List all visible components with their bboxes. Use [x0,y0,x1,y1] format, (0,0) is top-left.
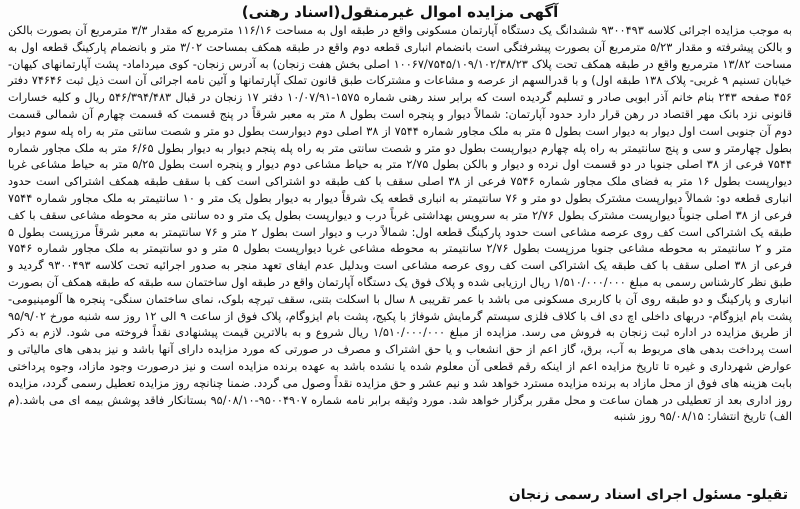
notice-body [8,23,792,426]
notice-signature: تقیلو- مسئول اجرای اسناد رسمی زنجان [508,487,788,503]
notice-body-text: به موجب مزایده اجرائی کلاسه ۹۳۰۰۴۹۳ ششدانگ یک دستگاه آپارتمان مسکونی واقع در طبقه اول به مساحت ۱۱۶/۱۶ مترمربع که مقدار ۳/۳ مترمربع آن بصورت بالکن و بالکن پیشرفته و مقدار ۵/۲۳ مترمربع آن بصورت پیشرفتگی است بانضمام انباری قطعه دوم واقع در طبقه همکف بمساحت ۳/۰۲ متر و بانضمام پارکینگ قطعه اول به مساحت ۱۳/۸۲ مترمربع واقع در طبقه همکف تحت پلاک ۱۰۰۶۷/۷۵۴۵/۱۰۹/۱۰۲/۳۸/۲۳ اصلی بخش هفت زنجان) به آدرس زنجان- کوی میرداماد- پشت آپارتمانهای کیهان- خیابان تسنیم ۹ غربی- پلاک ۱۳۸ طبقه اول) و با قدرالسهم از عرصه و مشاعات و مشترکات طبق قانون تملک آپارتمانها و آئین نامه اجرائی آن است ذیل ثبت ۷۴۶۴۶ دفتر ۴۵۶ صفحه ۲۴۳ بنام خانم آذر ابوبی صادر و تسلیم گردیده است که برابر سند رهنی شماره ۱۵۷۵-۱۰/۰۷/۹۱ دفتر ۱۷ زنجان در قبال ۵۴۶/۳۹۴/۴۸۳ ریال و کلیه خسارات قانونی نزد بانک مهر اقتصاد در رهن قرار دارد حدود آپارتمان: شمالاً دیوار و پنجره است بطول ۸ متر به معبر شرقاً در پنج قسمت که قسمت چهارم آن شمالی قسمت دوم آن جنوبی است اول دیوار به دیوار است بطول ۵ متر به ملک مجاور شماره ۷۵۴۴ از ۳۸ اصلی دوم دیوارست بطول دو متر و شصت سانتی متر به راه پله سوم دیوار بطول چهارمتر و سی و پنج سانتیمتر به راه پله چهارم دیوارپست بطول دو متر و شصت سانتی متر به راه پله پنجم دیوار به دیوار بطول ۶/۶۵ متر به ملک مجاور شماره ۷۵۴۴ فرعی از ۳۸ اصلی جنوبا در دو قسمت اول نرده و دیوار و بالکن بطول ۲/۷۵ متر به حیاط مشاعی دوم دیوار و پنجره است بطول ۵/۲۵ متر به حیاط مشاعی غربا دیوارپست بطول ۱۶ متر به فضای ملک مجاور شماره ۷۵۴۶ فرعی از ۳۸ اصلی سقف با کف طبقه دو اشتراکی است کف با سقف طبقه همکف اشتراکی است حدود انباری قطعه دو: شمالاً دیوارپست مشترک بطول دو متر و ۷۶ سانتیمتر به انباری قطعه یک شرقاً دیوار به دیوار بطول یک متر و ۱۰ سانتیمتر به ملک مجاور شماره ۷۵۴۴ فرعی از ۳۸ اصلی جنوباً دیوارپست مشترک بطول ۲/۷۶ متر به سرویس بهداشتی غرباً درب و دیوارپست بطول یک متر و ده سانتی متر به محوطه مشاعی سقف با کف طبقه یک اشتراکی است کف روی عرصه مشاعی است حدود پارکینگ قطعه اول: شمالاً درب و دیوار است بطول ۲ متر و ۷۶ سانتیمتر به معبر شرقاً مرزپست بطول ۵ متر و ۲ سانتیمتر به محوطه مشاعی جنوبا مرزپست بطول ۲/۷۶ سانتیمتر به محوطه مشاعی غربا دیوارپست بطول ۵ متر و دو سانتیمتر به ملک مجاور شماره ۷۵۴۶ فرعی از ۳۸ اصلی سقف با کف طبقه یک اشتراکی است کف روی عرصه مشاعی است وبدلیل عدم ایفای تعهد منجر به صدور اجرائیه تحت کلاسه ۹۳۰۰۴۹۳ گردید و طبق نظر کارشناس رسمی به مبلغ ۱/۵۱۰/۰۰۰/۰۰۰ ریال ارزیابی شده و پلاک فوق یک دستگاه آپارتمان واقع در طبقه اول ساختمان سه طبقه که طبقه همکف آن بصورت انباری و پارکینگ و دو طبقه روی آن با کاربری مسکونی می باشد با عمر تقریبی ۸ سال با اسکلت بتنی، سقف تیرچه بلوک، نمای ساختمان سنگی- پنجره ها آلومینیومی- پشت بام ایزوگام- دربهای داخلی اچ دی اف با کلاف فلزی سیستم گرمایش شوفاژ با پکیج، پشت بام ایزوگام، پلاک فوق از ساعت ۹ الی ۱۲ روز سه شنبه مورخ ۹۵/۹/۰۲ از طریق مزایده در اداره ثبت زنجان به فروش می رسد. مزایده از مبلغ ۱/۵۱۰/۰۰۰/۰۰۰ ریال شروع و به بالاترین قیمت پیشنهادی نقداً فروخته می شود. لازم به ذکر است پرداخت بدهی های مربوط به آب، برق، گاز اعم از حق انشعاب و یا حق اشتراک و مصرف در صورتی که مورد مزایده دارای آنها باشد و نیز بدهی های مالیاتی و عوارض شهرداری و غیره تا تاریخ مزایده اعم از اینکه رقم قطعی آن معلوم شده یا نشده باشد به عهده برنده مزایده است و نیز درصورت وجود مازاد، وجوه پرداختی بابت هزینه های فوق از محل مازاد به برنده مزایده مسترد خواهد شد و نیم عشر و حق مزایده نقداً وصول می گردد. ضمنا چنانچه روز مزایده تعطیل رسمی گردد، مزایده روز اداری بعد از تعطیلی در همان ساعت و محل مقرر برگزار خواهد شد. مورد وثیقه برابر نامه شماره ۹۵۰۰۴۹۰۷-۹۵/۰۸/۱۰ بستانکار فاقد پوشش بیمه ای می باشد.(م الف) تاریخ انتشار: ۹۵/۰۸/۱۵ روز شنبه [8,24,793,424]
notice-title: آگهی مزایده اموال غیرمنقول(اسناد رهنی) [241,3,559,21]
